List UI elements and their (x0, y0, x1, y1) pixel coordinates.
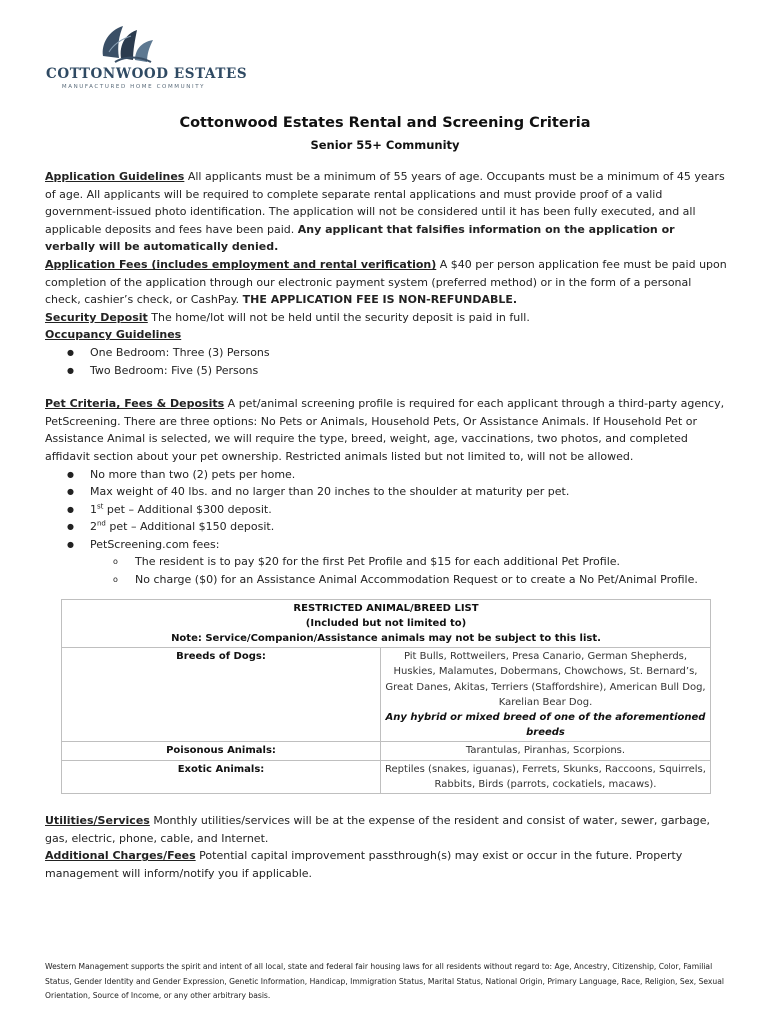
additional-charges-section (45, 847, 727, 882)
utilities-text: Monthly utilities/services will be at the expense of the resident and consist of water, sewer, garbage, gas, electric, phone, cable, and Internet. (45, 814, 711, 845)
dogs-value: Pit Bulls, Rottweilers, Presa Canario, German Shepherds, Huskies, Malamutes, Dobermans, Chowchows, St. Bernard’s, Great Danes, Akitas, Terriers (Staffordshire), American Bull Dog, Karelian Bear Dog. Any hybrid or mixed breed of one of the aforementioned breeds (381, 648, 711, 742)
list-item: ● 2nd pet – Additional $150 deposit. (90, 518, 727, 536)
pet-criteria-text: A pet/animal screening profile is required for each applicant through a third-party agency, PetScreening. There are three options: No Pets or Animals, Household Pets, Or Assistance Animals. If Household Pet or Assistance Animal is selected, we will require the type, breed, weight, age, vaccinations, two photos, and completed affidavit section about your pet ownership. Restricted animals listed but not limited to, will not be allowed. (45, 397, 725, 463)
table-row (62, 648, 711, 742)
exotic-label: Exotic Animals: (62, 760, 381, 793)
list-item: ● No more than two (2) pets per home. (90, 466, 727, 484)
logo-tagline: MANUFACTURED HOME COMMUNITY (61, 84, 206, 90)
document-subtitle: Senior 55+ Community (310, 138, 460, 152)
table-row (62, 742, 711, 760)
table-row (62, 760, 711, 793)
security-deposit-heading: Security Deposit (45, 310, 148, 324)
application-guidelines-heading: Application Guidelines (45, 170, 185, 183)
pet-rules-list (45, 466, 727, 589)
restricted-animal-table (61, 599, 711, 794)
poisonous-value: Tarantulas, Piranhas, Scorpions. (381, 742, 711, 760)
table-row (62, 599, 711, 648)
application-guidelines-warning: Any applicant that falsifies information on the application or verbally will be automatically denied. (45, 222, 675, 254)
list-item: o The resident is to pay $20 for the first Pet Profile and $15 for each additional Pet Profile. (135, 553, 727, 571)
list-item: ● PetScreening.com fees: o The resident is to pay $20 for the first Pet Profile and $15 for each additional Pet Profile. o No charge ($0) for an Assistance Animal Accommodation Request or to create a No Pet/Animal Profile. (90, 536, 727, 589)
cottonwood-leaf-icon (95, 22, 165, 66)
logo-name: COTTONWOOD ESTATES (46, 66, 248, 82)
dogs-label: Breeds of Dogs: (62, 648, 381, 742)
list-item: ● 1st pet – Additional $300 deposit. (90, 501, 727, 519)
exotic-value: Reptiles (snakes, iguanas), Ferrets, Skunks, Raccoons, Squirrels, Rabbits, Birds (parrots, cockatiels, macaws). (381, 760, 711, 793)
application-fees-text: A $40 per person application fee must be paid upon completion of the application through our electronic payment system (preferred method) or in the form of a personal check, cashier’s check, or CashPay. (45, 257, 727, 307)
document-title: Cottonwood Estates Rental and Screening Criteria (179, 115, 591, 131)
pet-criteria-heading: Pet Criteria, Fees & Deposits (45, 397, 225, 411)
list-item: ● Max weight of 40 lbs. and no larger than 20 inches to the shoulder at maturity per pet. (90, 483, 727, 501)
additional-charges-text: Potential capital improvement passthrough(s) may exist or occur in the future. Property management will inform/notify you if applicable. (45, 849, 683, 880)
pet-criteria-section (45, 395, 727, 794)
occupancy-section (45, 326, 727, 379)
application-fees-warning: THE APPLICATION FEE IS NON-REFUNDABLE. (242, 293, 518, 307)
document-body (45, 168, 727, 882)
list-item: o No charge ($0) for an Assistance Animal Accommodation Request or to create a No Pet/Animal Profile. (135, 571, 727, 589)
list-item: ● Two Bedroom: Five (5) Persons (90, 362, 727, 380)
petscreening-fees-list (90, 553, 727, 588)
occupancy-list (45, 344, 727, 379)
list-item: ● One Bedroom: Three (3) Persons (90, 344, 727, 362)
fair-housing-footer: Western Management supports the spirit and intent of all local, state and federal fair housing laws for all residents without regard to: Age, Ancestry, Citizenship, Color, Familial Status, Gender Identity and Gender Expression, Genetic Information, Handicap, Immigration Status, Marital Status, National Origin, Primary Language, Race, Religion, Sex, Sexual Orientation, Source of Income, or any other arbitrary basis. (45, 962, 724, 1000)
security-deposit-section (45, 309, 727, 327)
utilities-heading: Utilities/Services (45, 814, 150, 828)
utilities-section (45, 812, 727, 847)
application-guidelines-text: All applicants must be a minimum of 55 years of age. Occupants must be a minimum of 45 years of age. All applicants will be required to complete separate rental applications and must provide proof of a valid government-issued photo identification. The application will not be considered until it has been fully executed, and all applicable deposits and fees have been paid. (45, 170, 725, 236)
poisonous-label: Poisonous Animals: (62, 742, 381, 760)
additional-charges-heading: Additional Charges/Fees (45, 849, 196, 863)
security-deposit-text: The home/lot will not be held until the security deposit is paid in full. (147, 310, 530, 324)
application-fees-section (45, 256, 727, 309)
application-guidelines-section (45, 168, 727, 256)
company-logo (40, 22, 248, 97)
restricted-table-header: RESTRICTED ANIMAL/BREED LIST (Included but not limited to) Note: Service/Companion/Assistance animals may not be subject to this list. (62, 599, 711, 648)
occupancy-heading: Occupancy Guidelines (45, 328, 182, 342)
application-fees-heading: Application Fees (includes employment and rental verification) (45, 257, 437, 271)
